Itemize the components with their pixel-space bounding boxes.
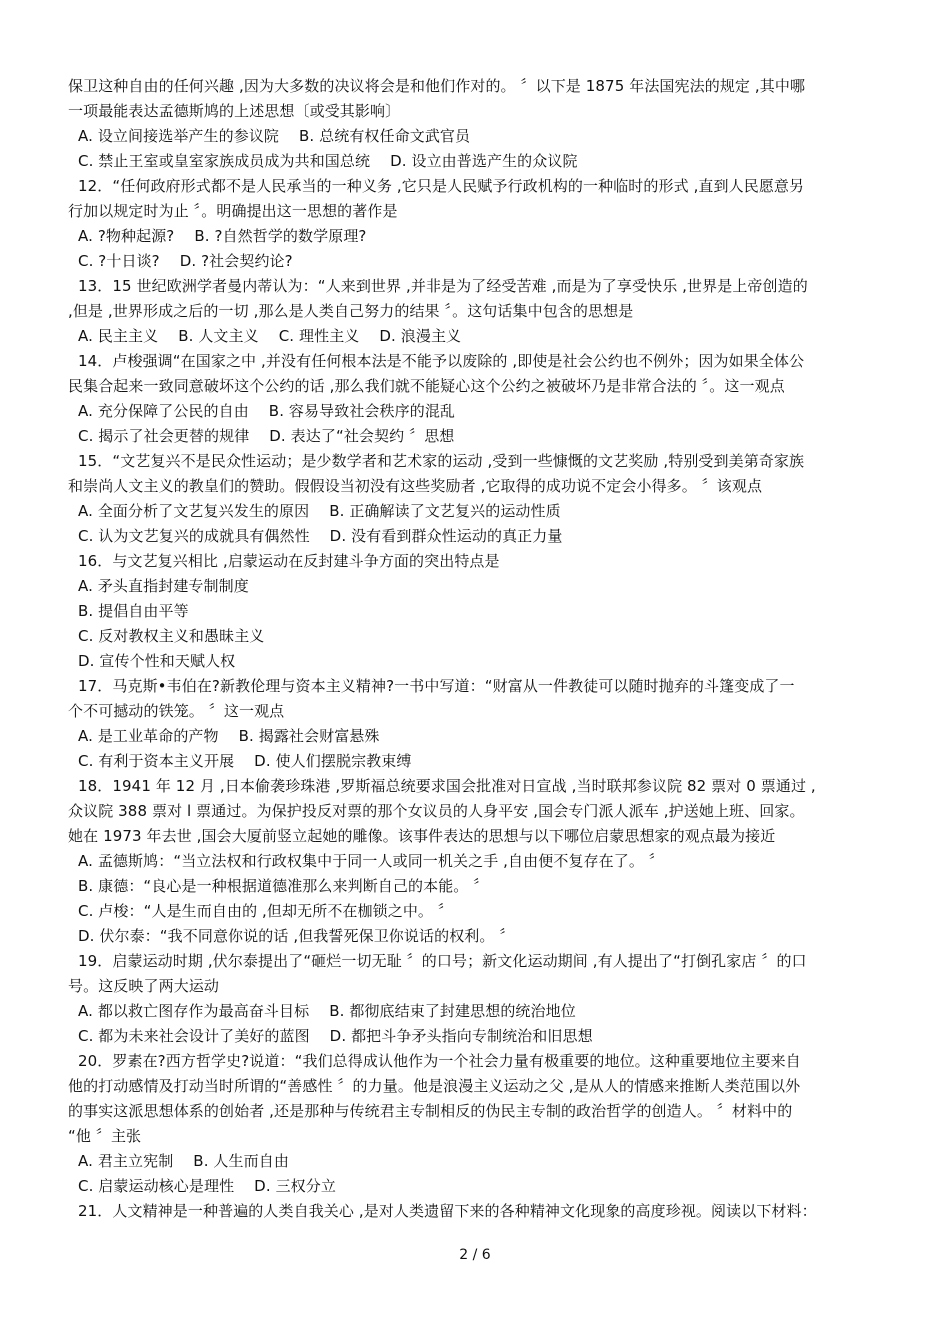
text-line: C. 有利于资本主义开展 D. 使人们摆脱宗教束缚 [78,752,412,770]
text-line: 15．“文艺复兴不是民众性运动；是少数学者和艺术家的运动 ,受到一些慷慨的文艺奖励 ,特别受到美第奇家族 [78,452,805,470]
text-line: B. 提倡自由平等 [78,602,189,620]
text-line: 18．1941 年 12 月 ,日本偷袭珍珠港 ,罗斯福总统要求国会批准对日宣战 ,当时联邦参议院 82 票对 0 票通过 , [78,777,816,795]
text-line: 号。这反映了两大运动 [68,977,220,995]
text-line: 她在 1973 年去世 ,国会大厦前竖立起她的雕像。该事件表达的思想与以下哪位启蒙思想家的观点最为接近 [68,827,776,845]
text-line: 众议院 388 票对 l 票通过。为保护投反对票的那个女议员的人身平安 ,国会专门派人派车 ,护送她上班、回家。 [68,802,805,820]
text-line: D. 伏尔泰：“我不同意你说的话 ,但我誓死保卫你说话的权利。 〞 [78,927,515,945]
text-line: D. 宣传个性和天赋人权 [78,652,236,670]
text-line: A. 矛头直指封建专制制度 [78,577,249,595]
text-line: A. 全面分析了文艺复兴发生的原因 B. 正确解读了文艺复兴的运动性质 [78,502,561,520]
text-line: A. 设立间接选举产生的参议院 B. 总统有权任命文武官员 [78,127,471,145]
text-line: 他的打动感情及打动当时所谓的“善感性 〞的力量。他是浪漫主义运动之父 ,是从人的情感来推断人类范围以外 [68,1077,801,1095]
text-line: 保卫这种自由的任何兴趣 ,因为大多数的决议将会是和他们作对的。 〞以下是 1875 年法国宪法的规定 ,其中哪 [68,77,806,95]
text-line: 17．马克斯•韦伯在?新教伦理与资本主义精神?一书中写道：“财富从一件教徒可以随时抛弃的斗篷变成了一 [78,677,795,695]
text-line: C. 都为未来社会设计了美好的蓝图 D. 都把斗争矛头指向专制统治和旧思想 [78,1027,593,1045]
text-line: 13．15 世纪欧洲学者曼内蒂认为：“人来到世界 ,并非是为了经受苦难 ,而是为了享受快乐 ,世界是上帝创造的 [78,277,808,295]
text-line: 民集合起来一致同意破坏这个公约的话 ,那么我们就不能疑心这个公约之被破坏乃是非常合法的 〞。这一观点 [68,377,785,395]
page-number: 2 / 6 [459,1247,491,1263]
text-line: A. 是工业革命的产物 B. 揭露社会财富悬殊 [78,727,380,745]
text-line: 21．人文精神是一种普遍的人类自我关心 ,是对人类遗留下来的各种精神文化现象的高度珍视。阅读以下材料： [78,1202,817,1220]
document-page [68,74,888,1224]
text-line: C. 揭示了社会更替的规律 D. 表达了“社会契约 〞思想 [78,427,455,445]
text-line: 16．与文艺复兴相比 ,启蒙运动在反封建斗争方面的突出特点是 [78,552,500,570]
text-line: A. 君主立宪制 B. 人生而自由 [78,1152,289,1170]
text-line: A. 民主主义 B. 人文主义 C. 理性主义 D. 浪漫主义 [78,327,462,345]
text-line: A. 孟德斯鸠：“当立法权和行政权集中于同一人或同一机关之手 ,自由便不复存在了。 〞 [78,852,664,870]
text-line: 19．启蒙运动时期 ,伏尔泰提出了“砸烂一切无耻 〞的口号；新文化运动期间 ,有人提出了“打倒孔家店 〞的口 [78,952,807,970]
text-line: C. 反对教权主义和愚昧主义 [78,627,265,645]
text-line: 14．卢梭强调“在国家之中 ,并没有任何根本法是不能予以废除的 ,即使是社会公约也不例外；因为如果全体公 [78,352,805,370]
text-line: C. ?十日谈? D. ?社会契约论? [78,252,293,270]
text-line: 20．罗素在?西方哲学史?说道：“我们总得成认他作为一个社会力量有极重要的地位。这种重要地位主要来自 [78,1052,801,1070]
text-line: A. 充分保障了公民的自由 B. 容易导致社会秩序的混乱 [78,402,456,420]
text-line: 的事实这派思想体系的创始者 ,还是那种与传统君主专制相反的伪民主专制的政治哲学的创造人。 〞材料中的 [68,1102,793,1120]
text-line: C. 禁止王室或皇室家族成员成为共和国总统 D. 设立由普选产生的众议院 [78,152,578,170]
text-line: 一项最能表达孟德斯鸠的上述思想〔或受其影响〕 [68,102,401,120]
text-line: B. 康德：“良心是一种根据道德准那么来判断自己的本能。 〞 [78,877,489,895]
text-line: 行加以规定时为止 〞。明确提出这一思想的著作是 [68,202,398,220]
text-line: 12．“任何政府形式都不是人民承当的一种义务 ,它只是人民赋予行政机构的一种临时的形式 ,直到人民愿意另 [78,177,805,195]
text-line: A. 都以救亡图存作为最高奋斗目标 B. 都彻底结束了封建思想的统治地位 [78,1002,576,1020]
text-line: C. 卢梭：“人是生而自由的 ,但却无所不在枷锁之中。 〞 [78,902,453,920]
text-line: 和崇尚人文主义的教皇们的赞助。假假设当初没有这些奖励者 ,它取得的成功说不定会小得多。 〞该观点 [68,477,763,495]
text-line: “他 〞主张 [68,1127,142,1145]
text-line: A. ?物种起源? B. ?自然哲学的数学原理? [78,227,367,245]
text-line: C. 启蒙运动核心是理性 D. 三权分立 [78,1177,336,1195]
text-line: 个不可撼动的铁笼。 〞这一观点 [68,702,285,720]
text-line: ,但是 ,世界形成之后的一切 ,那么是人类自己努力的结果 〞。这句话集中包含的思想是 [68,302,634,320]
text-line: C. 认为文艺复兴的成就具有偶然性 D. 没有看到群众性运动的真正力量 [78,527,563,545]
